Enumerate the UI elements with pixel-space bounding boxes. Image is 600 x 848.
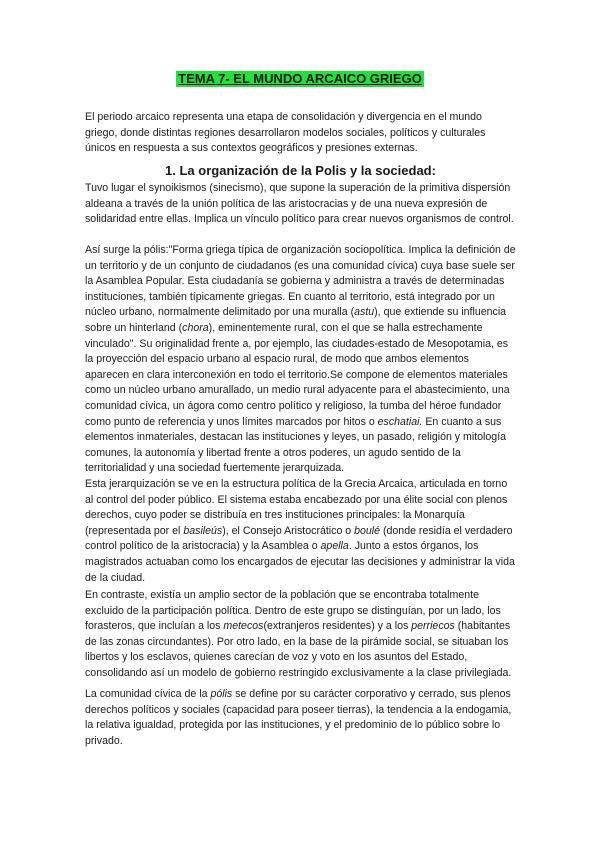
term-apella: apella <box>320 540 349 553</box>
paragraph-exclusion <box>85 588 516 682</box>
exclusion-text: En contraste, existía un amplio sector de la población que se encontraba totalmente excluido de la participación política. Dentro de este grupo se distinguían, por un lado, los forasteros, que incluían a los metecos(extranjeros residentes) y a los perriecos (habitantes de las zonas circundantes). Por otro lado, en la base de la pirámide social, se situaban los libertos y los esclavos, quienes carecían de voz y voto en los asuntos del Estado, consolidando así un modelo de gobierno restringido exclusivamente a la clase privilegiada. <box>85 589 512 679</box>
term-basileus: basileús <box>183 524 223 537</box>
comunidad-text: La comunidad cívica de la pólis se define por su carácter corporativo y cerrado, sus plenos derechos políticos y sociales (capacidad para poseer tierras), la tendencia a la endogamia, la relativa igualdad, protegida por las instituciones, y el predominio de lo público sobre lo privado. <box>85 688 512 747</box>
term-chora: chora <box>182 321 209 334</box>
intro-text: El periodo arcaico representa una etapa de consolidación y divergencia en el mundo griego, donde distintas regiones desarrollaron modelos sociales, políticos y culturales únicos en respuesta a sus contextos geográficos y presiones externas. <box>85 111 486 155</box>
polis-text: Así surge la pólis:"Forma griega típica de organización sociopolítica. Implica la definición de un territorio y de un conjunto de ciudadanos (es una comunidad cívica) cuya base suele ser la Asamblea Popular. Esta ciudadanía se gobierna y administra a través de determinadas instituciones, también típicamente griegas. En cuanto al territorio, está integrado por un núcleo urbano, normalmente delimitado por una muralla (astu), que extiende su influencia sobre un hinterland (chora), eminentemente rural, con el que se halla estrechamente vinculado". Su originalidad frente a, por ejemplo, las ciudades-estado de Mesopotamia, es la proyección del espacio urbano al espacio rural, de modo que ambos elementos aparecen en clara interconexión en todo el territorio.Se compone de elementos materiales como un núcleo urbano amurallado, un medio rural adyacente para el abastecimiento, una comunidad cívica, un ágora como centro político y religioso, la tumba del héroe fundador como punto de referencia y unos límites marcados por hitos o eschatiai. En cuanto a sus elementos inmateriales, destacan las instituciones y leyes, un pasado, religión y mitología comunes, la autonomía y libertad frente a otros poderes, un agudo sentido de la territorialidad y una sociedad fuertemente jerarquizada. <box>85 244 516 475</box>
term-astu: astu <box>354 306 375 319</box>
paragraph-synoikismos <box>85 181 516 228</box>
term-polis: pólis <box>210 688 233 700</box>
term-perriecos: perriecos <box>411 620 455 633</box>
section-heading: 1. La organización de la Polis y la sociedad: <box>165 163 436 178</box>
term-boule: boulé <box>354 524 381 537</box>
term-metecos: metecos <box>223 620 264 633</box>
term-eschatiai: eschatiai. <box>377 415 423 428</box>
synoikismos-text: Tuvo lugar el synoikismos (sinecismo), que supone la superación de la primitiva dispersión aldeana a través de la unión política de las aristocracias y de una nueva expresión de solidaridad entre ellas. Implica un vínculo político para crear nuevos organismos de control. <box>85 182 514 226</box>
paragraph-polis <box>85 243 516 477</box>
title-container <box>0 71 600 89</box>
document-title: TEMA 7- EL MUNDO ARCAICO GRIEGO <box>178 71 422 86</box>
paragraph-comunidad <box>85 687 516 749</box>
intro-paragraph <box>85 110 516 157</box>
paragraph-jerarquizacion <box>85 477 516 586</box>
jerarquizacion-text: Esta jerarquización se ve en la estructura política de la Grecia Arcaica, articulada en torno al control del poder público. El sistema estaba encabezado por una élite social con plenos derechos, cuyo poder se distribuía en tres instituciones principales: la Monarquía (representada por el basileús), el Consejo Aristocrático o boulé (donde residía el verdadero control político de la aristocracia) y la Asamblea o apella. Junto a estos órganos, los magistrados actuaban como los encargados de ejecutar las decisiones y administrar la vida de la ciudad. <box>85 478 515 584</box>
